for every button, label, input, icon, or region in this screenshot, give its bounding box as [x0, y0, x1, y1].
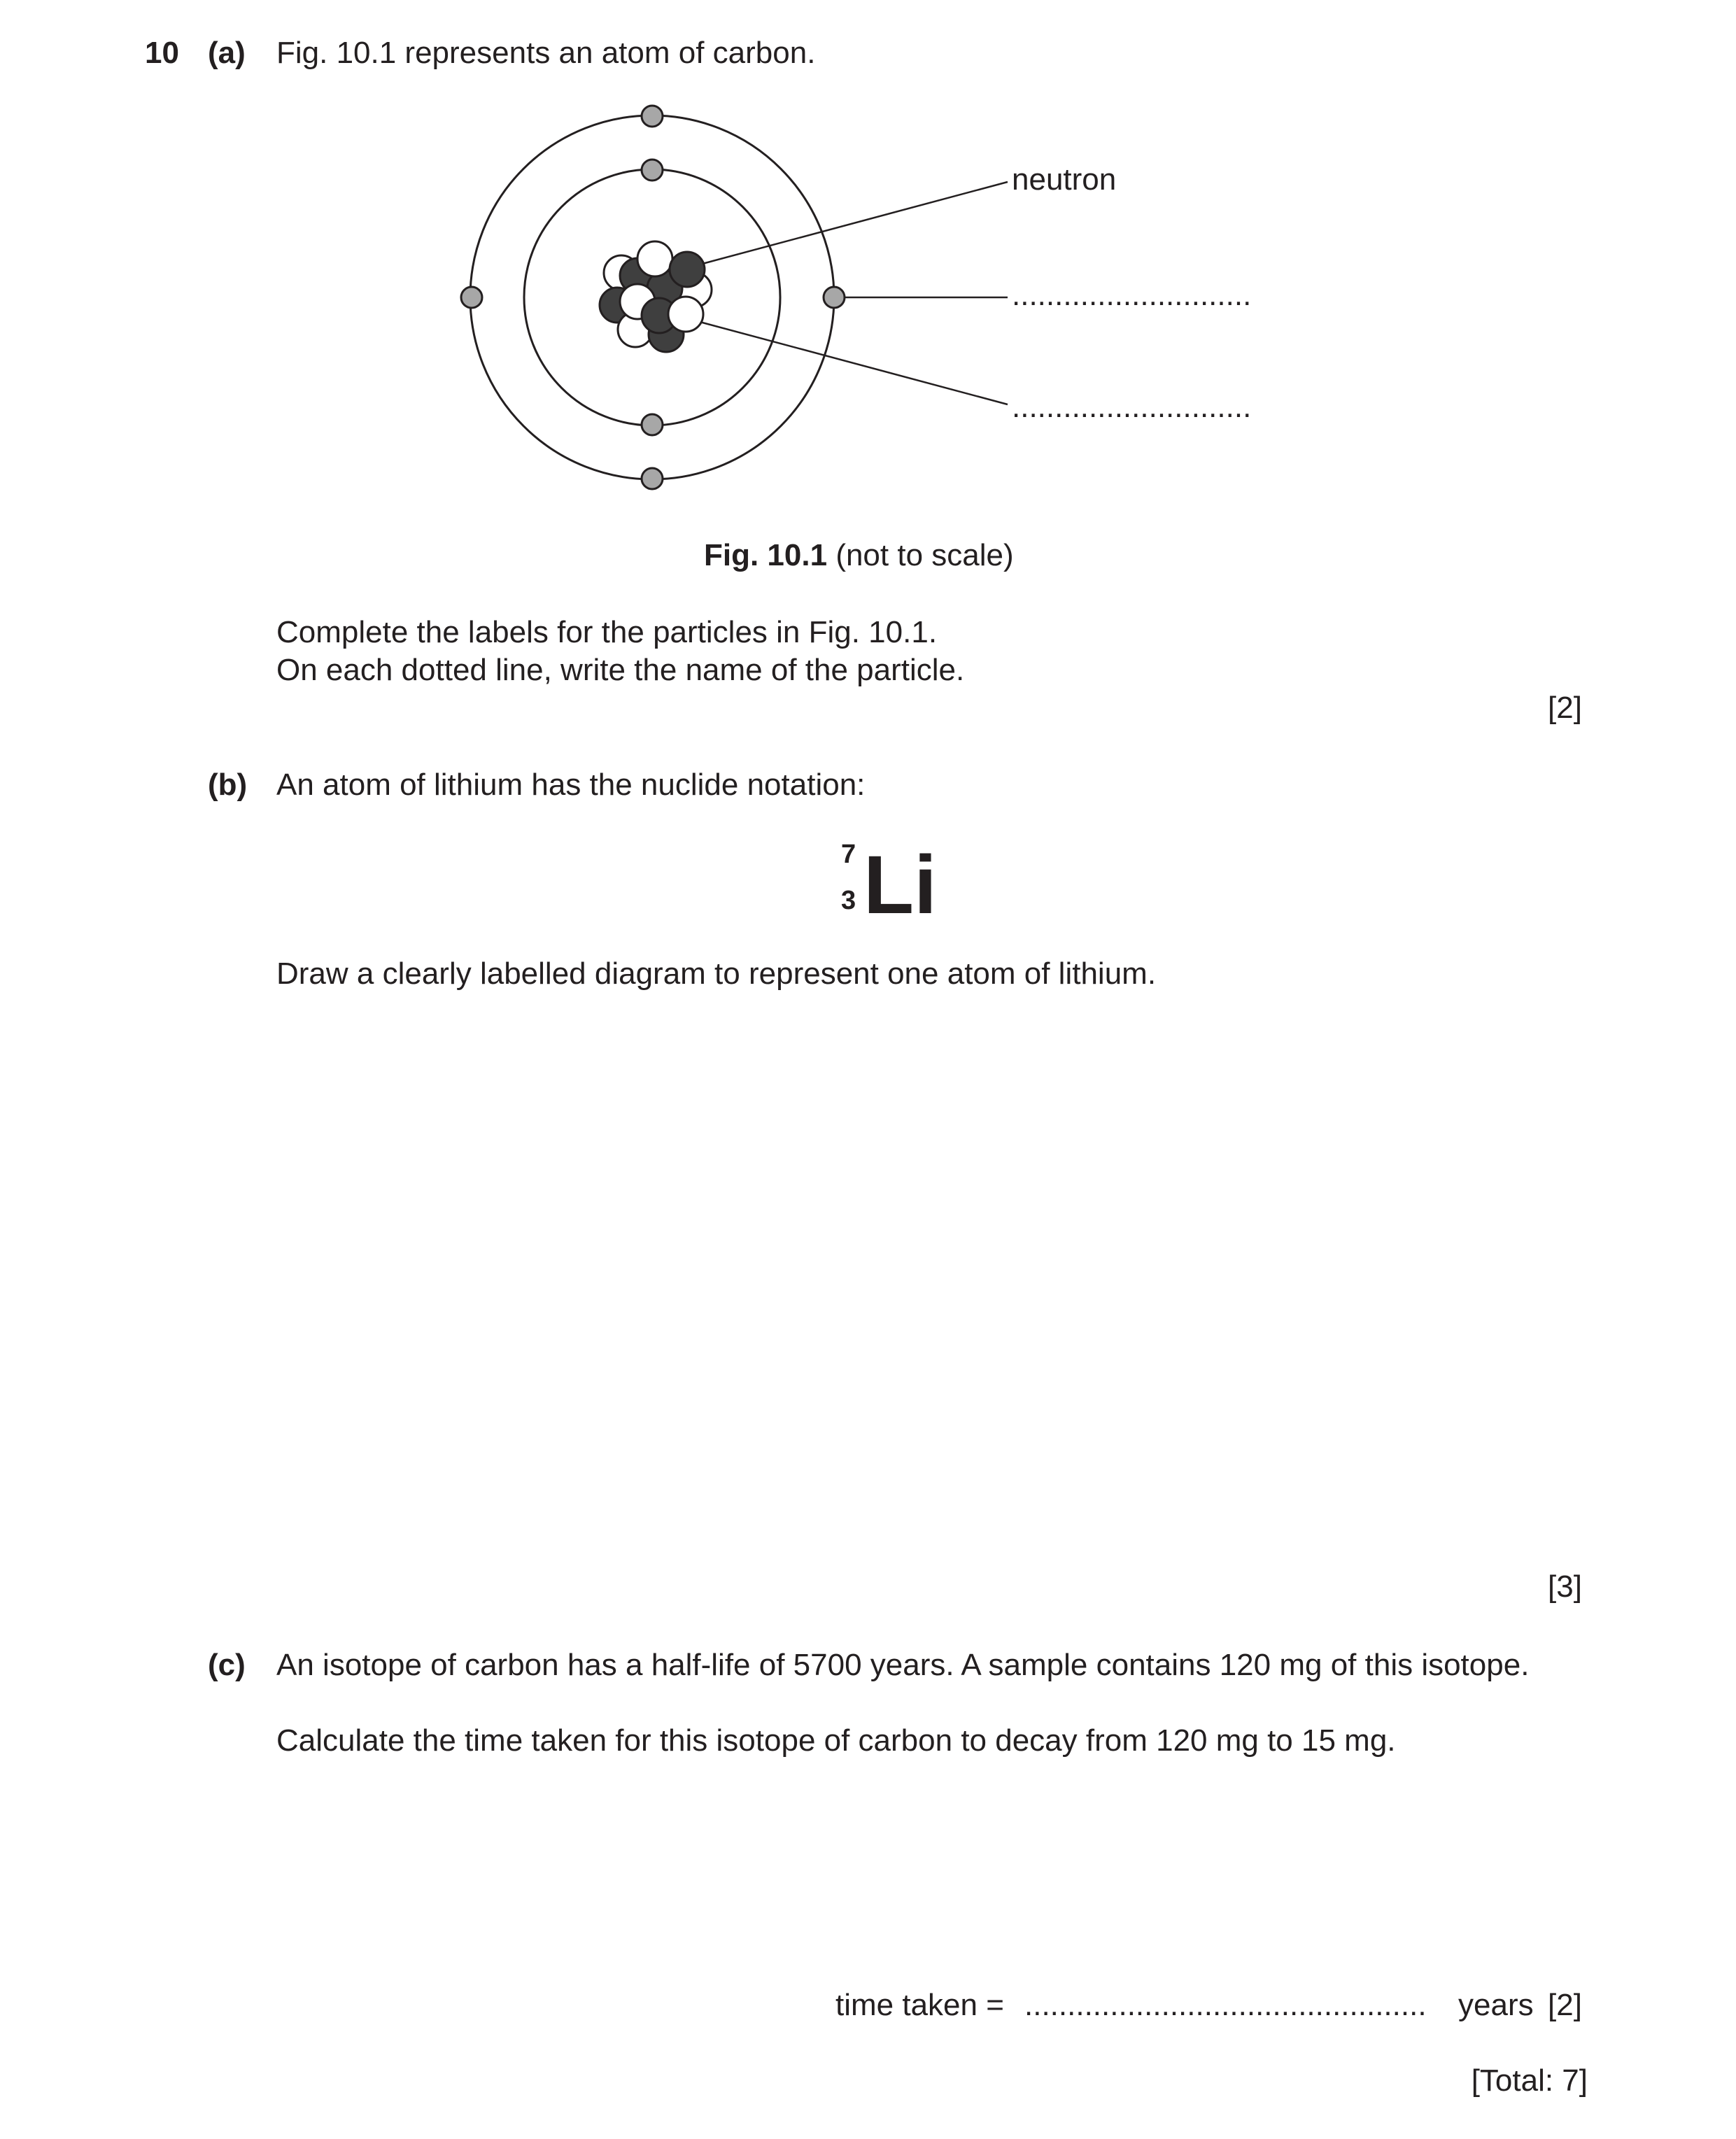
electron — [642, 160, 663, 181]
electron — [824, 287, 845, 308]
figure-caption — [704, 540, 1014, 571]
question-number: 10 — [145, 36, 179, 70]
part-a-instruction-2: On each dotted line, write the name of the particle. — [276, 653, 965, 687]
part-a-label: (a) — [208, 36, 246, 70]
neutron — [670, 252, 705, 287]
part-c-label: (c) — [208, 1648, 246, 1682]
total-marks: [Total: 7] — [1471, 2063, 1588, 2098]
electron — [461, 287, 482, 308]
electron — [642, 414, 663, 435]
atomic-number: 3 — [841, 886, 856, 915]
mass-number: 7 — [841, 840, 856, 869]
part-b-instruction: Draw a clearly labelled diagram to represent one atom of lithium. — [276, 956, 1157, 991]
electron — [642, 468, 663, 489]
answer-prefix: time taken = — [835, 1988, 1004, 2022]
electron — [642, 106, 663, 127]
working-answer-space[interactable] — [276, 1770, 1585, 1980]
part-a-intro: Fig. 10.1 represents an atom of carbon. — [276, 36, 816, 70]
part-c-marks: [2] — [1548, 1988, 1582, 2022]
figure-caption-note: (not to scale) — [835, 538, 1014, 572]
answer-dotted-line-1[interactable]: ............................ — [1012, 278, 1252, 312]
drawing-answer-space[interactable] — [276, 1008, 1585, 1546]
figure-caption-number: Fig. 10.1 — [704, 538, 828, 572]
element-symbol: Li — [863, 839, 937, 931]
neutron-label: neutron — [1012, 162, 1117, 197]
part-a-marks: [2] — [1548, 691, 1582, 725]
proton — [637, 241, 672, 276]
answer-unit: years — [1458, 1988, 1534, 2022]
part-b-label: (b) — [208, 768, 248, 802]
proton — [668, 297, 703, 332]
part-b-intro: An atom of lithium has the nuclide notation: — [276, 768, 866, 802]
carbon-atom-diagram — [0, 0, 1736, 532]
neutron-label-line — [700, 182, 1008, 264]
answer-dotted-line-3[interactable]: ............................................... — [1024, 1988, 1427, 2022]
part-a-instruction-1: Complete the labels for the particles in Fig. 10.1. — [276, 615, 938, 649]
part-c-intro: An isotope of carbon has a half-life of 5700 years. A sample contains 120 mg of this isotope. — [276, 1648, 1530, 1682]
part-b-marks: [3] — [1548, 1569, 1582, 1604]
answer-dotted-line-2[interactable]: ............................ — [1012, 390, 1252, 424]
part-c-instruction: Calculate the time taken for this isotope of carbon to decay from 120 mg to 15 mg. — [276, 1723, 1396, 1758]
proton-label-line — [700, 322, 1008, 404]
